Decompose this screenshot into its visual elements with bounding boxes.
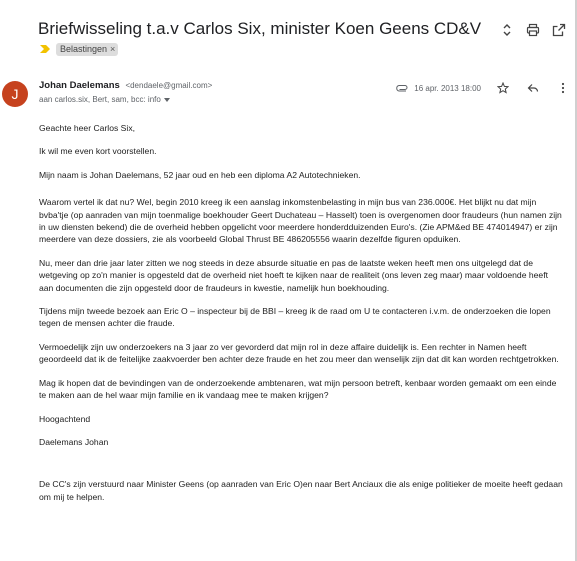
sender-avatar[interactable]: J: [2, 81, 28, 107]
body-paragraph: Mag ik hopen dat de bevindingen van de onderzoekende ambtenaren, wat mijn persoon betreft, kenbaar worden gemaakt om een einde te maken aan de hel waar mijn familie en ik vandaag mee te maken krijgen?: [39, 377, 557, 401]
sender-email: <dendaele@gmail.com>: [125, 81, 213, 90]
label-chip-belastingen[interactable]: [56, 43, 118, 56]
body-paragraph: Hoogachtend: [39, 413, 91, 424]
body-paragraph: Geachte heer Carlos Six,: [39, 123, 136, 133]
body-paragraph: Mijn naam is Johan Daelemans, 52 jaar oud en heb een diploma A2 Autotechnieken.: [39, 169, 361, 180]
body-paragraph: Daelemans Johan: [39, 436, 109, 447]
body-paragraph: Tijdens mijn tweede bezoek aan Eric O – inspecteur bij de BBI – kreeg ik de raad om U te contacteren i.v.m. de onderzoeken die lopen tegen de mensen achter die fraude.: [39, 306, 551, 329]
body-paragraph: De CC's zijn verstuurd naar Minister Geens (op aanraden van Eric O)en naar Bert Anciaux die als enige politieker de moeite heeft gedaan om mij te helpen.: [39, 479, 563, 502]
sender-block: [39, 80, 212, 104]
attachment-icon: [396, 84, 408, 92]
message-date: 16 apr. 2013 18:00: [414, 83, 481, 93]
recipients-summary[interactable]: [39, 95, 212, 104]
open-in-new-window-icon[interactable]: [551, 22, 567, 38]
subject-row: [38, 18, 573, 44]
importance-marker-icon[interactable]: [40, 45, 50, 53]
sender-name[interactable]: Johan Daelemans: [39, 80, 120, 91]
message-meta: [396, 80, 571, 96]
star-icon[interactable]: [495, 80, 511, 96]
thread-actions: [499, 22, 567, 38]
email-subject: Briefwisseling t.a.v Carlos Six, minister Koen Geens CD&V: [38, 19, 482, 38]
label-chip-text: Belastingen: [60, 44, 108, 54]
remove-label-icon[interactable]: ×: [110, 44, 116, 54]
more-options-icon[interactable]: [555, 80, 571, 96]
body-paragraph: Vermoedelijk zijn uw onderzoekers na 3 jaar zo ver gevorderd dat mijn rol in deze affaire duidelijk is. Een rechter in Namen heeft geoordeeld dat ik de feitelijke zaakvoerder ben achter deze fraude en het zou meer dan wenselijk zijn dat dit kan worden rechtgetrokken.: [39, 341, 559, 365]
print-icon[interactable]: [525, 22, 541, 38]
show-details-chevron-icon[interactable]: [164, 98, 170, 102]
label-row: [40, 42, 118, 56]
message-body: [39, 122, 563, 514]
body-paragraph: Nu, meer dan drie jaar later zitten we nog steeds in deze absurde situatie en pas de laatste weken heeft men ons uitgelegd dat de wetgeving op zo'n manier is opgesteld dat de overheid niet hoeft te kijken naar de realiteit (ons leven zeg maar) maar voldoende heeft aan documenten die zijn opgesteld door de fraudeurs in kwestie, namelijk hun boekhouding.: [39, 257, 548, 293]
recipients-text: aan carlos.six, Bert, sam, bcc: info: [39, 95, 161, 104]
expand-collapse-icon[interactable]: [499, 22, 515, 38]
reply-icon[interactable]: [525, 80, 541, 96]
body-paragraph: Ik wil me even kort voorstellen.: [39, 146, 157, 157]
sender-line: [39, 80, 212, 91]
body-paragraph: Waarom vertel ik dat nu? Wel, begin 2010 kreeg ik een aanslag inkomstenbelasting in mijn bus van 236.000€. Het blijkt nu dat mijn bvba'tje (op aanraden van mijn toenmalige boekhouder Geert Duchateau – Hasselt) toen is overgenomen door fraudeurs (hun namen zijn in uw diensten bekend) die de overheid hebben opgelicht voor meerdere honderdduizenden Euro's. (Zie APM&ed BE 474014947) er zijn meerdere van deze dossiers, zie als voorbeeld Global Thrust BE 486205556 waarin dezelfde figuren opduiken.: [39, 197, 562, 245]
